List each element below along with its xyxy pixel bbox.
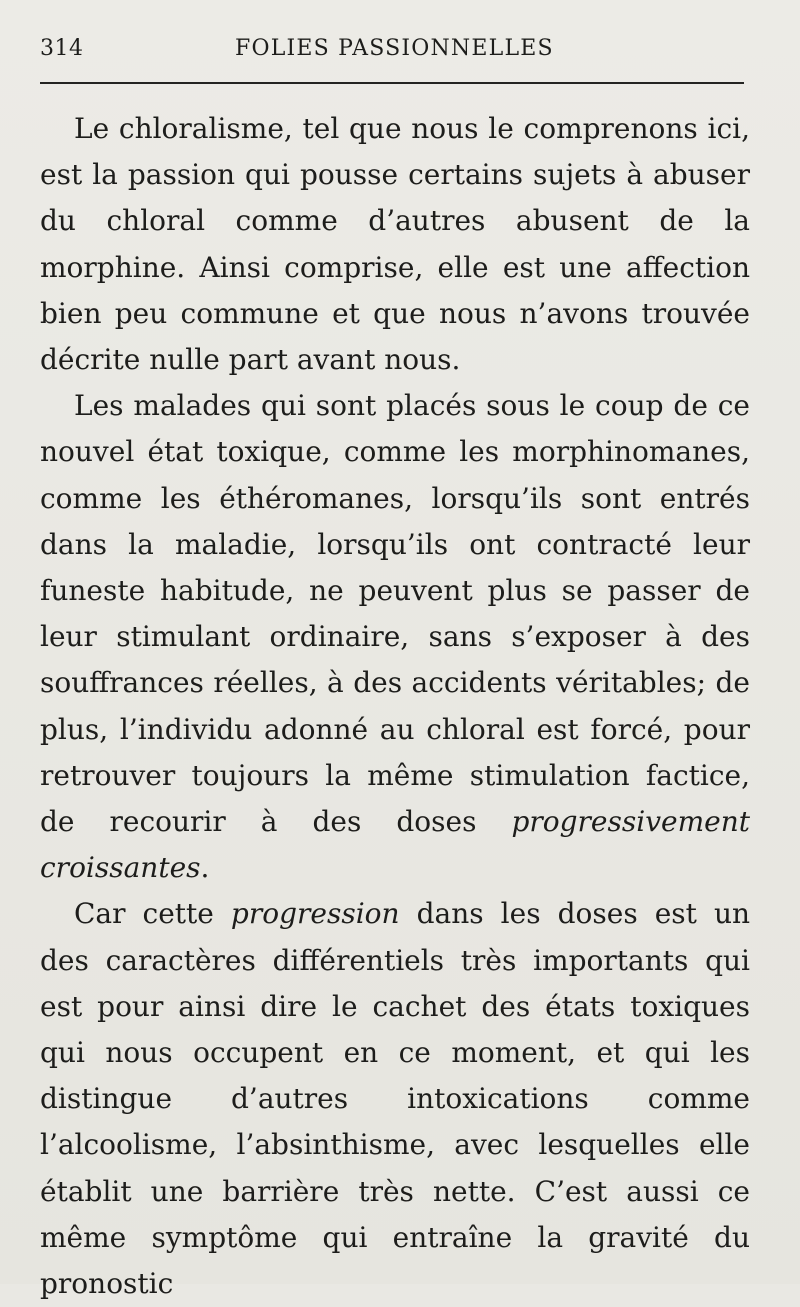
paragraph-3-start-text: Car cette [74, 897, 214, 931]
paragraph-3 [40, 891, 750, 1307]
paragraph-2-italic-phrase: progressivement croissantes [40, 805, 750, 885]
paragraph-2-end-punctuation: . [200, 851, 210, 885]
paragraph-2 [40, 383, 750, 891]
running-title: FOLIES PASSIONNELLES [235, 36, 554, 61]
header-rule [40, 82, 744, 84]
body-text [40, 106, 750, 1307]
page-number: 314 [40, 36, 84, 61]
paragraph-1-text: Le chloralisme, tel que nous le comprenons ici, est la passion qui pousse certains sujets à abuser du chloral comme d’autres abusent de la morphine. Ainsi comprise, elle est une affection bien peu commune et que nous n’avons trouvée décrite nulle part avant nous. [40, 112, 750, 377]
paragraph-2-main-text: Les malades qui sont placés sous le coup de ce nouvel état toxique, comme les morphinomanes, comme les éthéromanes, lorsqu’ils sont entrés dans la maladie, lorsqu’ils ont contracté leur funeste habitude, ne peuvent plus se passer de leur stimulant ordinaire, sans s’exposer à des souffrances réelles, à des accidents véritables; de plus, l’individu adonné au chloral est forcé, pour retrouver toujours la même stimulation factice, de recourir à des doses [40, 389, 750, 839]
paragraph-3-italic-word: progression [230, 897, 400, 931]
paragraph-1 [40, 106, 750, 383]
paragraph-3-rest-text: dans les doses est un des caractères différentiels très importants qui est pour ainsi dire le cachet des états toxiques qui nous occupent en ce moment, et qui les distingue d’autres intoxications comme l’alcoolisme, l’absinthisme, avec lesquelles elle établit une barrière très nette. C’est aussi ce même symptôme qui entraîne la gravité du pronostic [40, 897, 751, 1301]
page-header [40, 34, 745, 70]
